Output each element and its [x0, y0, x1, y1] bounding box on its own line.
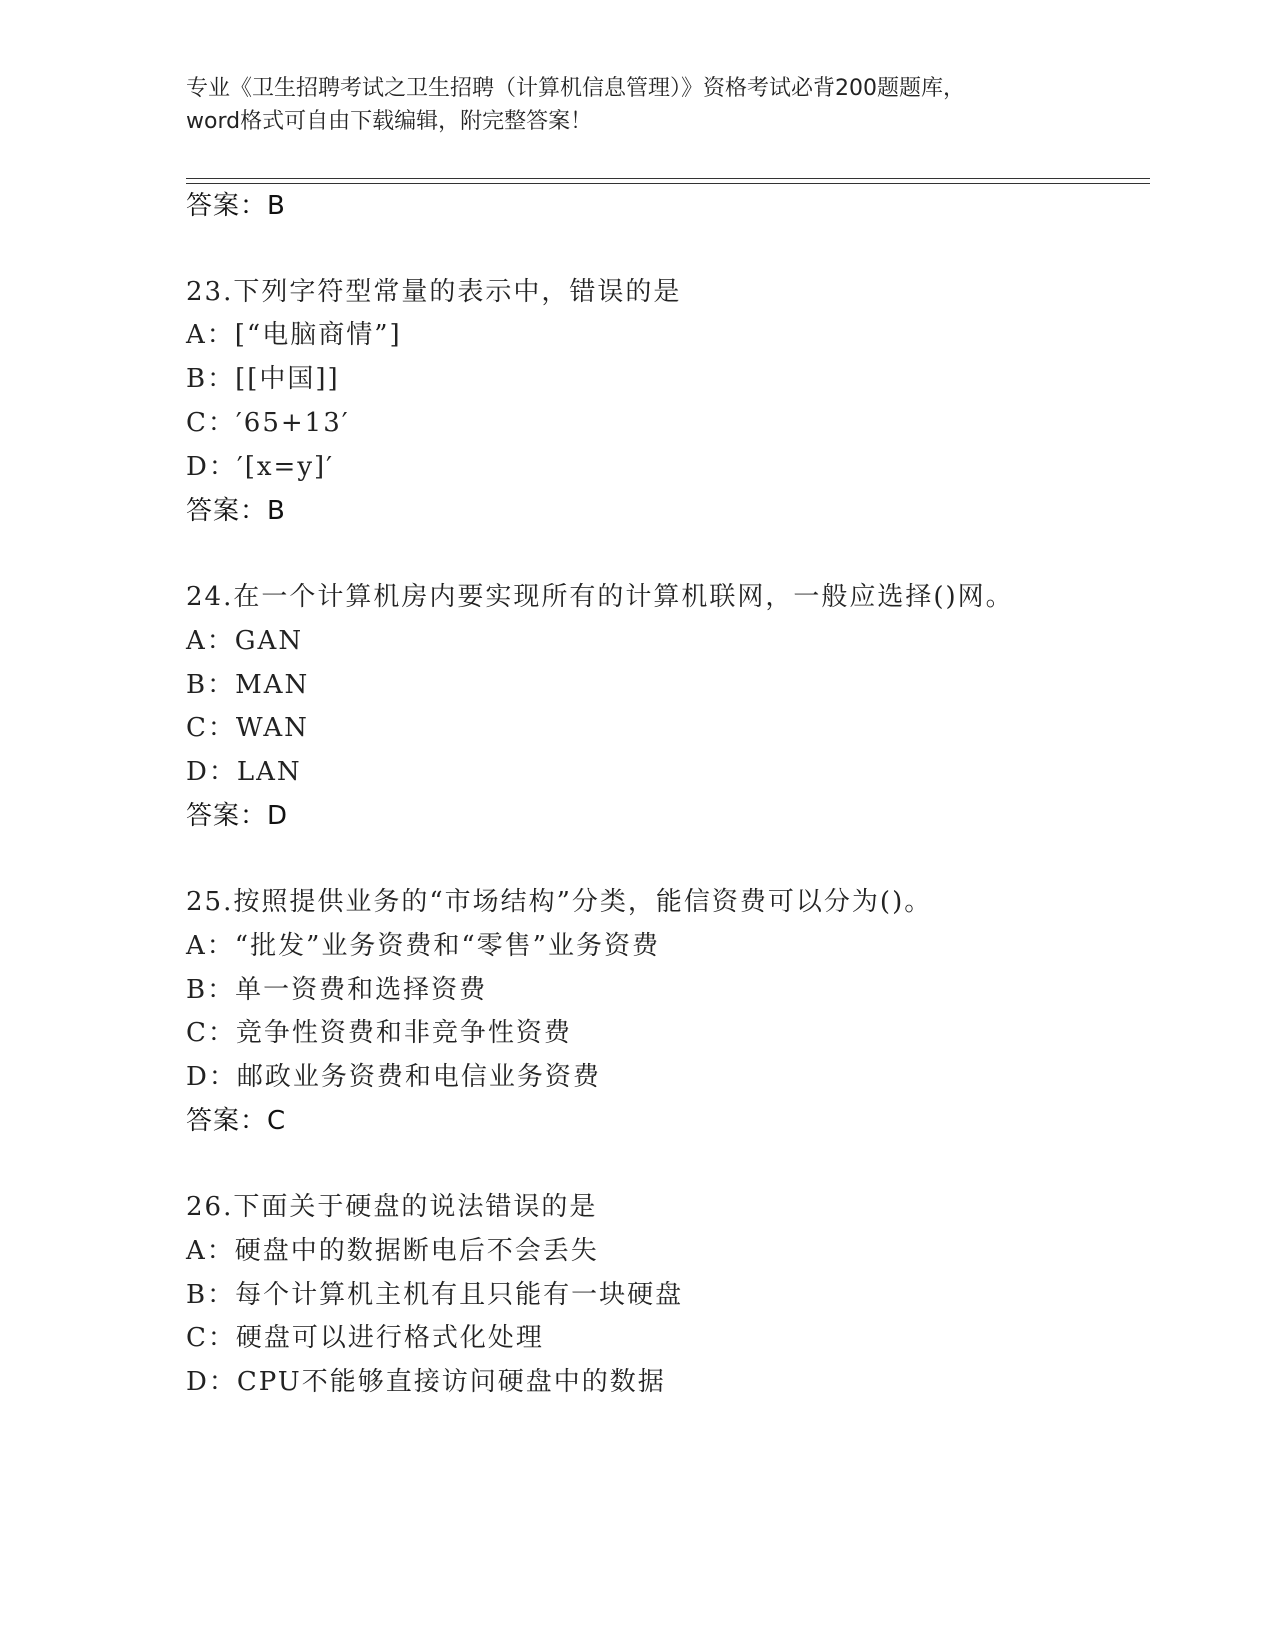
- option-line: A：硬盘中的数据断电后不会丢失: [186, 1236, 599, 1266]
- question-26: 26.下面关于硬盘的说法错误的是: [186, 1192, 598, 1222]
- question-25: 25.按照提供业务的“市场结构”分类，能信资费可以分为()。: [186, 887, 933, 917]
- question-24: 24.在一个计算机房内要实现所有的计算机联网，一般应选择()网。: [186, 582, 1014, 612]
- option-line: D：LAN: [186, 757, 302, 787]
- option-line: A：[“电脑商情”]: [186, 320, 402, 350]
- option-line: C：竞争性资费和非竞争性资费: [186, 1018, 572, 1048]
- option-line: B：MAN: [186, 670, 310, 700]
- option-line: D：′[x=y]′: [186, 452, 335, 482]
- option-line: B：单一资费和选择资费: [186, 975, 488, 1005]
- option-line: B：[[中国]]: [186, 364, 340, 394]
- option-line: B：每个计算机主机有且只能有一块硬盘: [186, 1280, 684, 1310]
- answer-line: 答案：D: [186, 801, 289, 831]
- answer-line: 答案：B: [186, 496, 286, 526]
- question-23: 23.下列字符型常量的表示中，错误的是: [186, 277, 682, 307]
- option-line: C：硬盘可以进行格式化处理: [186, 1323, 544, 1353]
- answer-line: 答案：C: [186, 1106, 287, 1136]
- option-line: A：GAN: [186, 626, 304, 656]
- option-line: C：′65+13′: [186, 408, 350, 438]
- header-divider-bottom: [186, 183, 1150, 184]
- header-line-2: word格式可自由下载编辑，附完整答案！: [186, 109, 593, 134]
- option-line: C：WAN: [186, 713, 309, 743]
- page-header: [186, 72, 1086, 138]
- answer-line: 答案：B: [186, 191, 286, 221]
- header-line-1: 专业《卫生招聘考试之卫生招聘（计算机信息管理）》资格考试必背200题题库，: [186, 76, 965, 101]
- header-divider-top: [186, 178, 1150, 179]
- option-line: A：“批发”业务资费和“零售”业务资费: [186, 931, 660, 961]
- option-line: D：邮政业务资费和电信业务资费: [186, 1062, 601, 1092]
- option-line: D：CPU不能够直接访问硬盘中的数据: [186, 1367, 666, 1397]
